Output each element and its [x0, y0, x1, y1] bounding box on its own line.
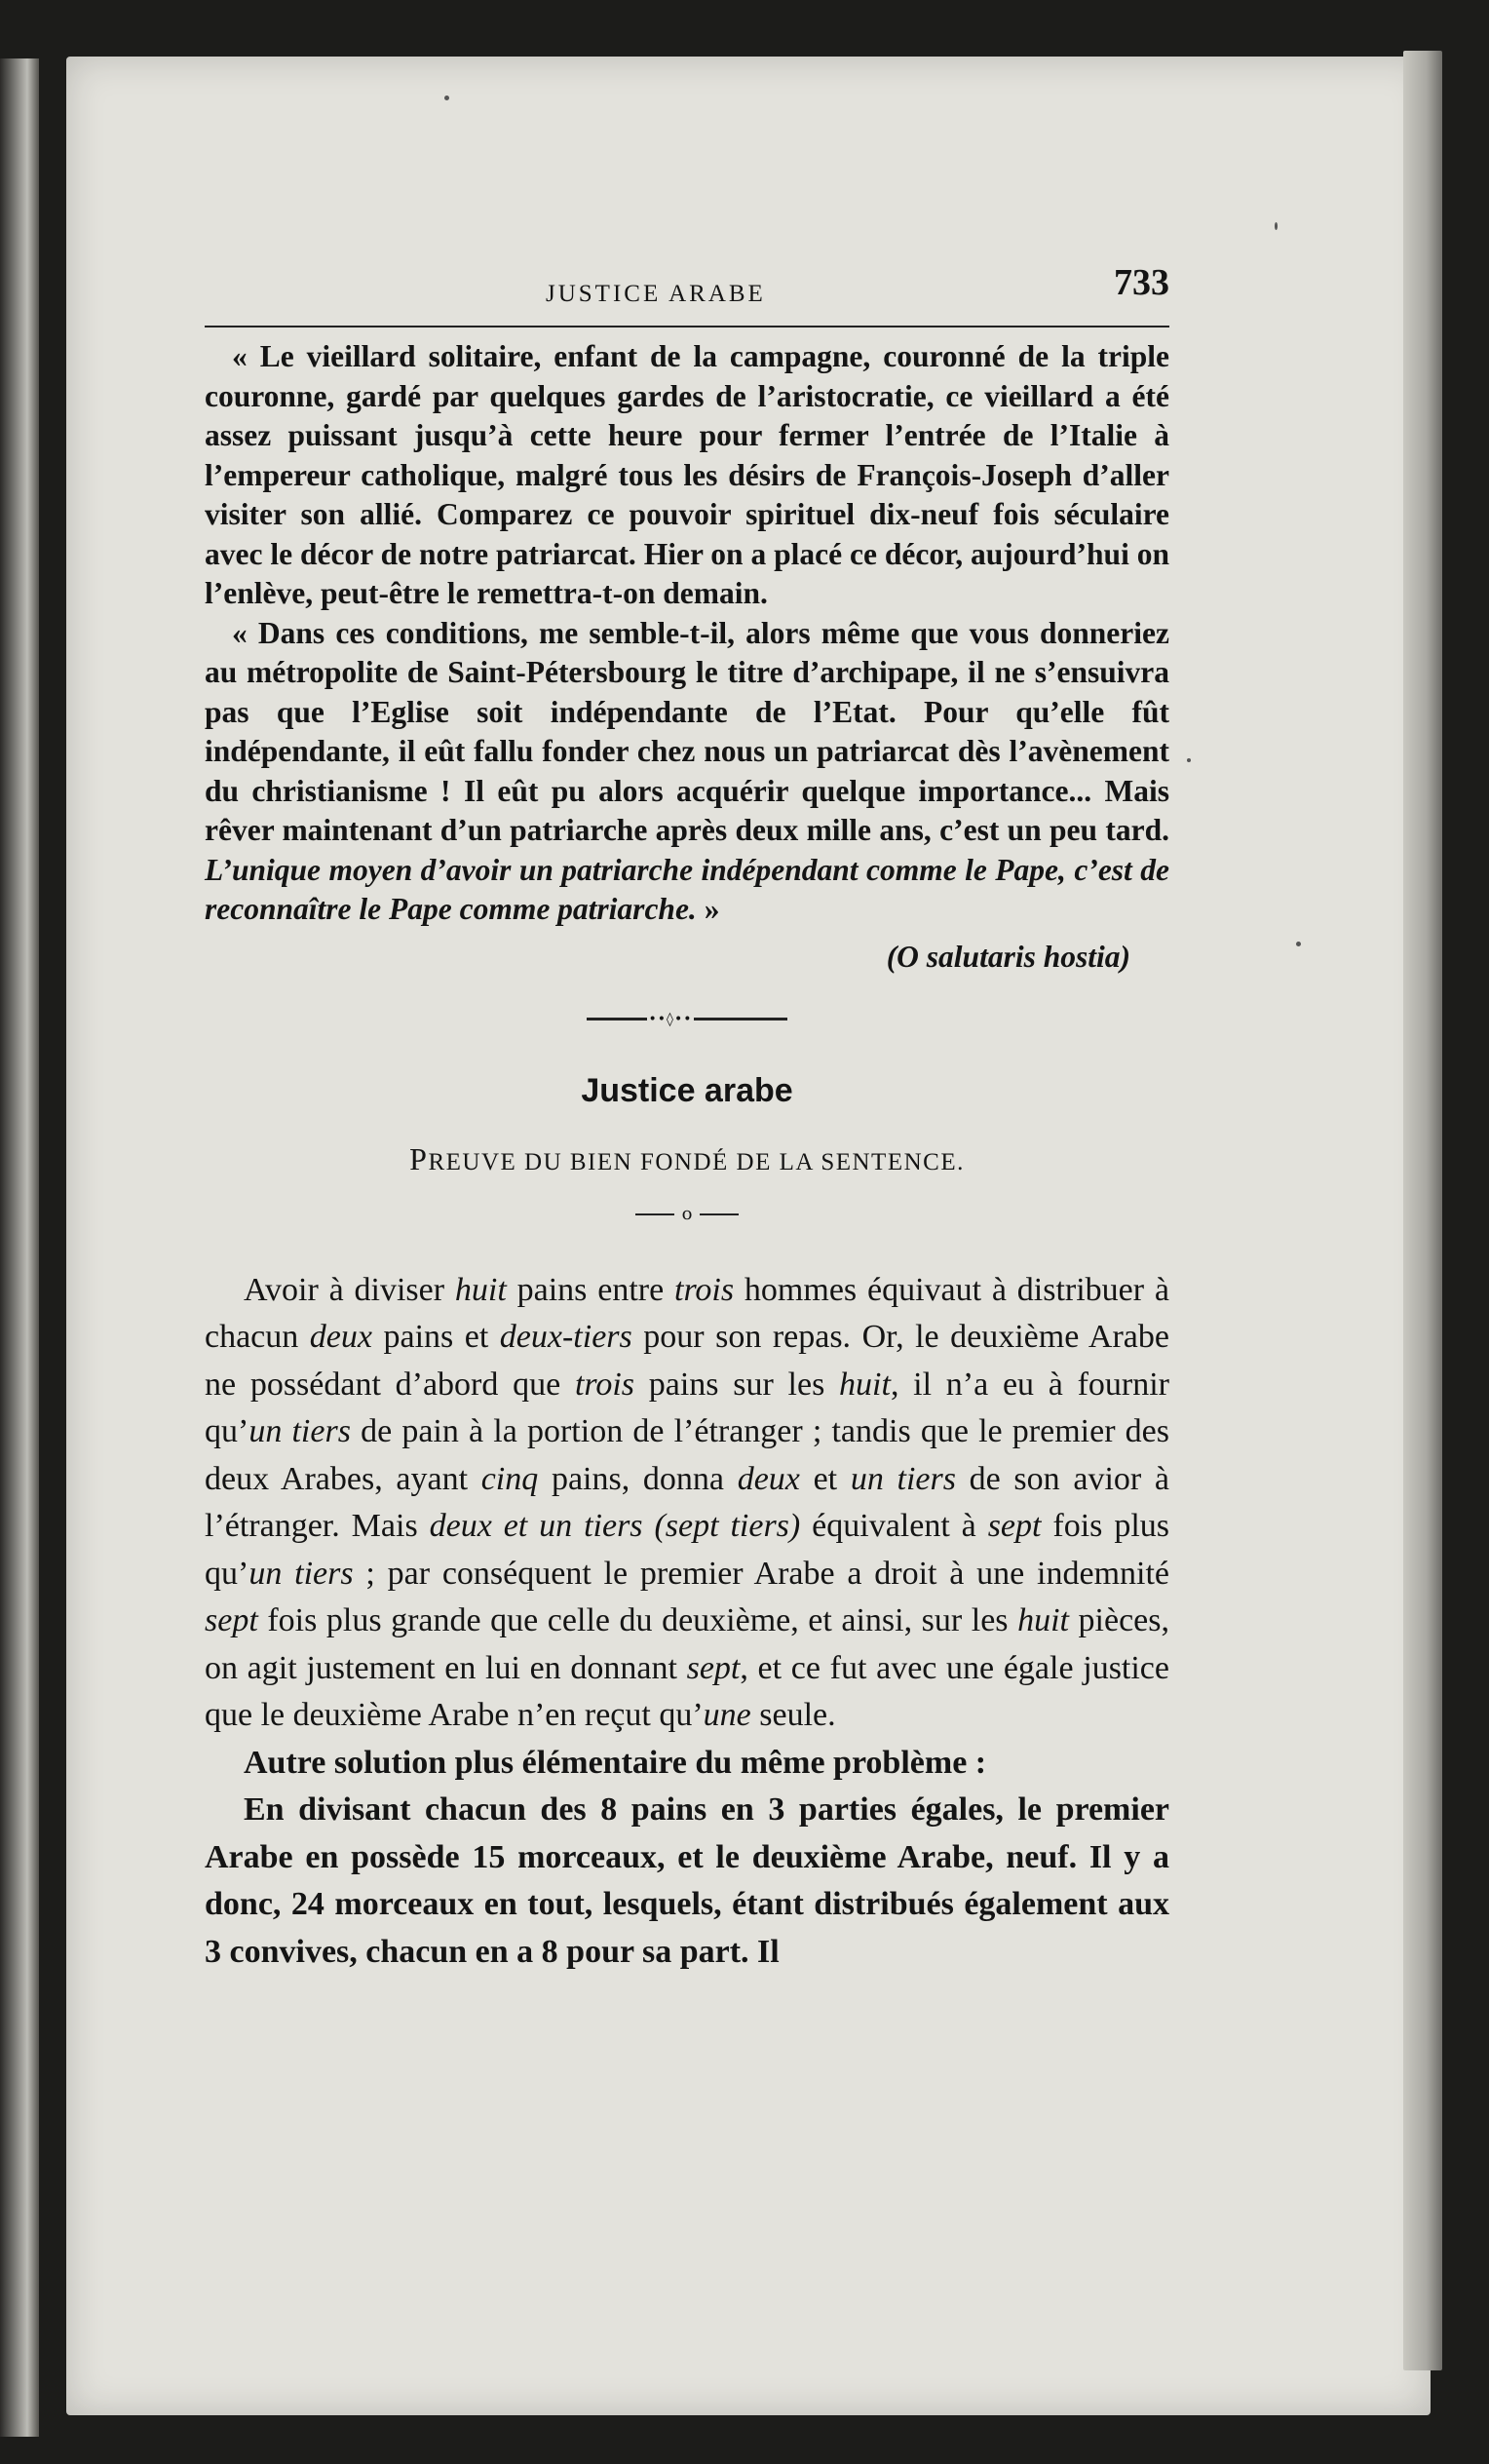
- quote-attribution: (O salutaris hostia): [886, 939, 1130, 974]
- text-run: pains, donna: [538, 1460, 738, 1497]
- adjacent-page-edge: [0, 58, 39, 2437]
- quote-paragraph-1: « Le vieillard solitaire, enfant de la campagne, couronné de la triple couronne, gardé par quelques gardes de l’aristocratie, ce vieillard a été assez puissant jusqu’à cette heure pour fermer l’entrée de l’Italie à l’empereur catholique, malgré tous les désirs de François-Joseph d’aller visiter son allié. Comparez ce pouvoir spirituel dix-neuf fois séculaire avec le décor de notre patriarcat. Hier on a placé ce décor, aujourd’hui on l’enlève, peut-être le remettra-t-on demain.: [205, 339, 1169, 610]
- italic-run: un tiers: [248, 1413, 351, 1449]
- ornament-mark: ••◊••: [648, 1011, 693, 1027]
- italic-run: un tiers: [850, 1460, 956, 1497]
- italic-run: deux et un tiers (sept tiers): [429, 1508, 801, 1544]
- italic-run: un tiers: [248, 1555, 354, 1592]
- section-subtitle-initial: P: [409, 1140, 429, 1176]
- italic-run: huit: [454, 1271, 507, 1308]
- divider-dash-right: [700, 1213, 739, 1215]
- text-run: équivalent à: [800, 1508, 988, 1544]
- italic-run: cinq: [480, 1460, 539, 1497]
- italic-run: huit: [1017, 1602, 1069, 1638]
- italic-run: sept: [686, 1649, 741, 1686]
- divider-mark: o: [681, 1203, 693, 1224]
- solution-paragraph-1: [205, 1267, 1169, 1740]
- page-stack-edge: [1403, 51, 1442, 2370]
- text-run: fois plus qu’: [205, 1508, 1170, 1592]
- text-run: et: [799, 1460, 851, 1497]
- italic-run: deux-tiers: [499, 1319, 632, 1355]
- text-run: pains sur les: [634, 1366, 840, 1403]
- italic-run: une: [703, 1697, 751, 1733]
- text-run: ; par conséquent le premier Arabe a droit à une indemnité: [353, 1555, 1170, 1592]
- running-head: [205, 261, 1169, 327]
- text-run: de pain à la portion de l’étranger ; tandis que le premier des deux Arabes, ayant: [205, 1413, 1169, 1497]
- text-run: seule.: [750, 1697, 836, 1733]
- paper-speck: [1296, 942, 1301, 946]
- quote-paragraph-2: [205, 614, 1169, 930]
- section-subtitle: [205, 1141, 1169, 1177]
- section-title: Justice arabe: [581, 1071, 793, 1109]
- paper-speck: [444, 96, 449, 100]
- text-run: pièces, on agit justement en lui en donnant: [205, 1602, 1170, 1686]
- italic-run: trois: [674, 1271, 735, 1308]
- text-run: pains et: [371, 1319, 500, 1355]
- text-run: fois plus grande que celle du deuxième, et ainsi, sur les: [257, 1602, 1018, 1638]
- page-number: 733: [1114, 262, 1169, 303]
- page-content: [205, 261, 1169, 1976]
- quote-paragraph-2-text: « Dans ces conditions, me semble-t-il, alors même que vous donneriez au métropolite de Saint-Pétersbourg le titre d’archipape, il ne s’ensuivra pas que l’Eglise soit indépendante de l’Etat. Pour qu’elle fût indépendante, il eût fallu fonder chez nous un patriarcat dès l’avènement du christianisme ! Il eût pu alors acquérir quelque importance... Mais rêver maintenant d’un patriarche après deux mille ans, c’est un peu tard.: [205, 615, 1169, 847]
- quote-paragraph-2-italic: L’unique moyen d’avoir un patriarche indépendant comme le Pape, c’est de reconnaître le Pape comme patriarche.: [205, 852, 1169, 926]
- ornament-line-right: [694, 1018, 787, 1020]
- divider-dash-left: [635, 1213, 674, 1215]
- quote-close-mark: »: [696, 892, 720, 926]
- italic-run: sept: [205, 1602, 258, 1638]
- text-run: Avoir à diviser: [244, 1271, 455, 1308]
- small-divider: [205, 1205, 1169, 1224]
- text-run: pains entre: [506, 1271, 675, 1308]
- text-run: , il n’a eu à fournir qu’: [205, 1366, 1170, 1449]
- text-run: pour son repas. Or, le deuxième Arabe ne possédant d’abord que: [205, 1319, 1169, 1403]
- solution-paragraph-3: En divisant chacun des 8 pains en 3 parties égales, le premier Arabe en possède 15 morceaux, et le deuxième Arabe, neuf. Il y a donc, 24 morceaux en tout, lesquels, étant distribués également aux 3 convives, chacun en a 8 pour sa part. Il: [205, 1791, 1169, 1970]
- section-subtitle-text: REUVE DU BIEN FONDÉ DE LA SENTENCE.: [428, 1148, 965, 1175]
- text-run: de son avior à l’étranger. Mais: [205, 1460, 1169, 1544]
- paper-speck: [1187, 758, 1191, 762]
- italic-run: sept: [987, 1508, 1042, 1544]
- italic-run: trois: [574, 1366, 635, 1403]
- ornament-divider: [205, 1008, 1169, 1031]
- italic-run: huit: [839, 1366, 891, 1403]
- italic-run: deux: [309, 1319, 372, 1355]
- italic-run: deux: [737, 1460, 800, 1497]
- solution-paragraph-2: Autre solution plus élémentaire du même problème :: [244, 1744, 987, 1781]
- text-run: , et ce fut avec une égale justice que le deuxième Arabe n’en reçut qu’: [205, 1649, 1169, 1733]
- paper-speck: [1275, 222, 1278, 230]
- ornament-line-left: [587, 1018, 647, 1020]
- running-head-title: JUSTICE ARABE: [546, 281, 766, 307]
- text-run: hommes équivaut à distribuer à chacun: [205, 1271, 1170, 1355]
